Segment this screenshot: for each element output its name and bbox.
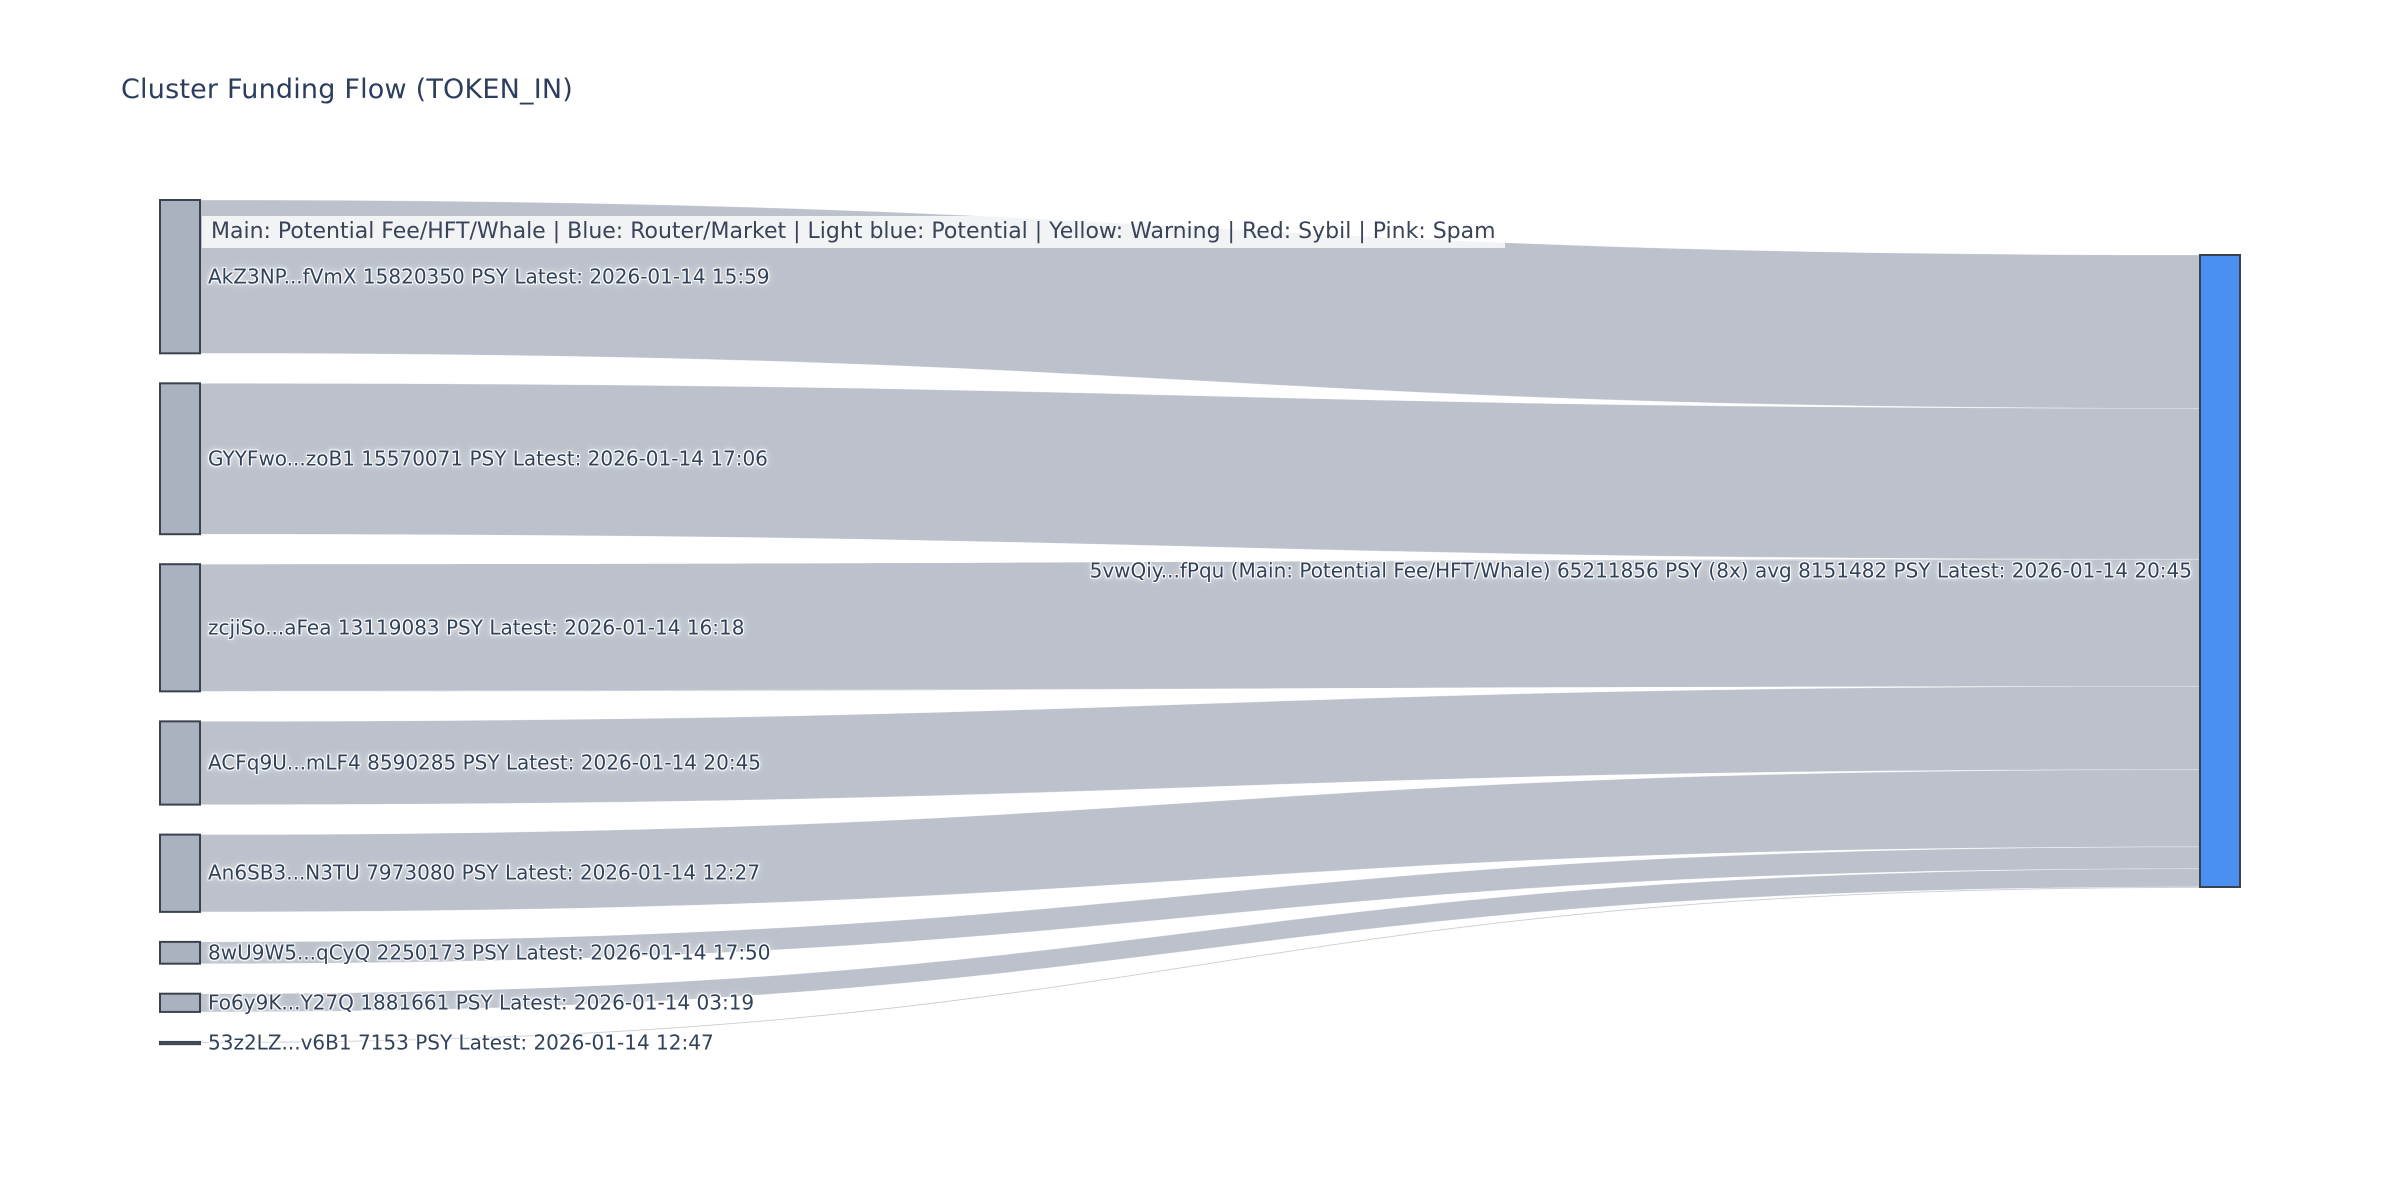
sankey-link[interactable] [200, 383, 2200, 559]
source-node[interactable] [160, 383, 200, 534]
source-node-label: GYYFwo...zoB1 15570071 PSY Latest: 2026-01-14 17:06 [208, 446, 768, 471]
source-node-label: zcjiSo...aFea 13119083 PSY Latest: 2026-01-14 16:18 [208, 615, 745, 640]
source-node[interactable] [160, 1042, 200, 1044]
source-node-label: Fo6y9K...Y27Q 1881661 PSY Latest: 2026-01-14 03:19 [208, 990, 755, 1015]
source-node[interactable] [160, 942, 200, 964]
source-node[interactable] [160, 564, 200, 691]
target-node-label: 5vwQiy...fPqu (Main: Potential Fee/HFT/Whale) 65211856 PSY (8x) avg 8151482 PSY Latest: 2026-01-14 20:45 [1089, 558, 2192, 583]
source-node[interactable] [160, 721, 200, 804]
source-node-label: An6SB3...N3TU 7973080 PSY Latest: 2026-01-14 12:27 [208, 860, 761, 885]
source-node[interactable] [160, 994, 200, 1012]
source-node-label: AkZ3NP...fVmX 15820350 PSY Latest: 2026-01-14 15:59 [208, 264, 770, 289]
target-node[interactable] [2200, 255, 2240, 887]
chart-title: Cluster Funding Flow (TOKEN_IN) [121, 74, 574, 105]
source-node-label: ACFq9U...mLF4 8590285 PSY Latest: 2026-01-14 20:45 [208, 750, 762, 775]
source-node[interactable] [160, 200, 200, 353]
source-node[interactable] [160, 835, 200, 912]
legend-annotation: Main: Potential Fee/HFT/Whale | Blue: Router/Market | Light blue: Potential | Yellow: Warning | Red: Sybil | Pink: Spam [202, 216, 1505, 248]
source-node-label: 53z2LZ...v6B1 7153 PSY Latest: 2026-01-14 12:47 [208, 1030, 714, 1055]
source-node-label: 8wU9W5...qCyQ 2250173 PSY Latest: 2026-01-14 17:50 [208, 940, 771, 965]
